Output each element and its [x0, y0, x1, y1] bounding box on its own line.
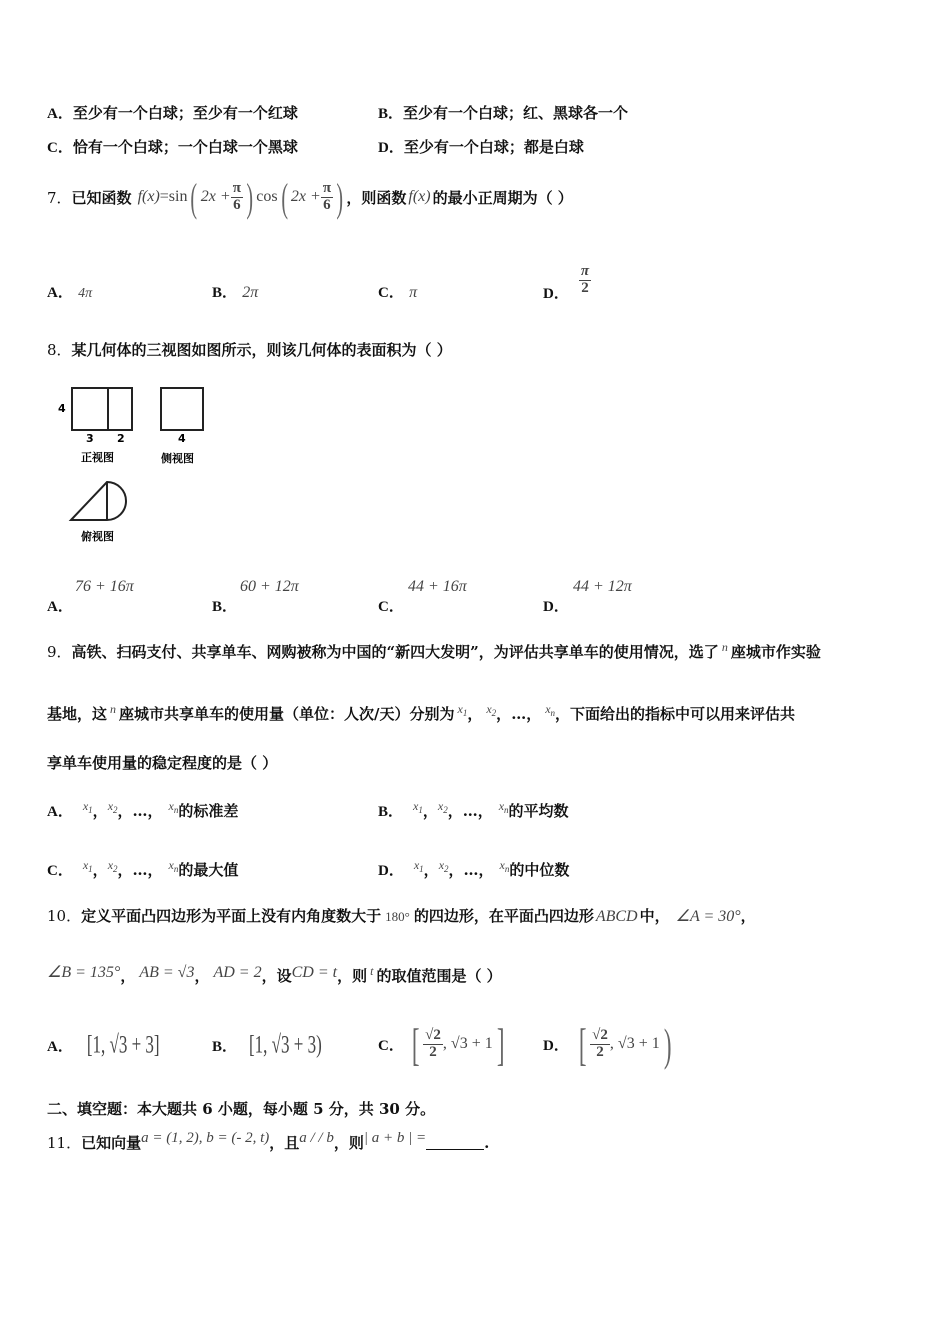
question-number: 9．	[47, 643, 72, 661]
denominator: 6	[323, 196, 331, 213]
dim-height: 4	[58, 402, 66, 415]
variable-x1	[414, 858, 424, 872]
subscript: 1	[88, 864, 93, 874]
denominator: 6	[233, 196, 241, 213]
x: x	[457, 702, 463, 716]
q9-option-b	[378, 799, 569, 821]
option-value: 2π	[242, 284, 259, 301]
option-value: 44 + 16π	[408, 578, 467, 595]
denominator: 2	[581, 280, 589, 296]
fraction-sqrt2-2	[590, 1028, 610, 1061]
option-text: 的平均数	[508, 802, 569, 820]
quad-abcd: ABCD	[595, 908, 638, 925]
degree-180: 180°	[385, 909, 410, 924]
variable-x1	[458, 702, 468, 716]
front-view-label: 正视图	[81, 451, 114, 464]
separator: ，	[447, 802, 463, 820]
three-view-figure	[55, 382, 225, 552]
separator: ，	[467, 705, 483, 723]
q9-line-3	[47, 752, 277, 773]
question-text: 定义平面凸四边形为平面上没有内角度数大于	[81, 907, 382, 925]
option-letter: C．	[378, 285, 404, 301]
right-bracket: ]	[496, 1018, 505, 1070]
separator: ，	[194, 967, 210, 985]
numerator: π	[580, 263, 590, 280]
fraction-pi-6	[321, 181, 333, 214]
magnitude: | a + b | =	[363, 1130, 427, 1146]
variable-n: n	[721, 640, 728, 654]
option-letter: A．	[47, 599, 73, 615]
option-letter: D．	[378, 140, 404, 156]
answer-blank[interactable]	[426, 1149, 484, 1150]
option-letter: C．	[47, 863, 73, 879]
separator: ，	[422, 802, 438, 820]
function-name: f(x)	[137, 188, 160, 205]
option-value: [1, √3 + 3)	[249, 1030, 322, 1059]
q10-option-a	[47, 1020, 160, 1070]
option-value: 60 + 12π	[240, 578, 299, 595]
q10-option-d	[543, 1014, 675, 1074]
right-paren: )	[336, 174, 344, 220]
x: x	[413, 858, 420, 872]
q10-line-1	[47, 905, 756, 926]
option-letter: B．	[212, 599, 238, 615]
x: x	[499, 858, 505, 872]
option-text: 的中位数	[509, 861, 570, 879]
x: x	[82, 799, 89, 813]
q9-option-c	[47, 858, 238, 880]
option-text: 至少有一个白球；红、黑球各一个	[403, 104, 629, 122]
denominator: 2	[596, 1043, 604, 1060]
q9-option-a	[47, 799, 238, 821]
option-letter: C．	[378, 1037, 404, 1054]
question-text: ，则	[337, 967, 368, 985]
question-text: 的取值范围是（ ）	[376, 967, 502, 985]
option-letter: B．	[378, 804, 404, 820]
side-ad: AD = 2	[213, 964, 262, 981]
question-text: ，设	[261, 967, 292, 985]
question-text: 基地，这	[47, 705, 108, 723]
q7-option-b	[212, 281, 258, 302]
fraction-pi-6	[231, 181, 243, 214]
option-letter: D．	[543, 1037, 569, 1054]
option-value-rest: , √3 + 1	[609, 1035, 660, 1052]
question-text: ，则函数	[346, 188, 407, 207]
question-text: 某几何体的三视图如图所示，则该几何体的表面积为（ ）	[71, 341, 452, 359]
ellipsis: …，	[462, 802, 493, 820]
vectors: a = (1, 2), b = (- 2, t)	[141, 1130, 270, 1146]
variable-t: t	[370, 964, 374, 978]
q7-stem	[47, 172, 573, 222]
q10-option-b	[212, 1020, 322, 1070]
top-view-shape	[71, 482, 126, 520]
question-text: 已知函数	[71, 188, 132, 207]
question-end: .	[484, 1134, 490, 1152]
section-2-title: 二、填空题：本大题共 6 小题，每小题 5 分，共 30 分。	[47, 1100, 436, 1118]
x: x	[107, 858, 114, 872]
subscript: 2	[113, 864, 118, 874]
argument-1: 2x +	[200, 188, 231, 205]
option-value: π	[409, 284, 418, 301]
numerator: π	[322, 179, 332, 196]
q7-option-c	[378, 281, 417, 302]
top-view-label: 俯视图	[81, 530, 114, 543]
q9-line-1	[47, 640, 821, 662]
denominator: 2	[429, 1043, 437, 1060]
variable-x2	[108, 858, 118, 872]
side-view-rect	[161, 388, 203, 430]
dim-side: 4	[178, 432, 186, 445]
q8-stem	[47, 339, 452, 360]
question-text: ，则	[333, 1134, 364, 1152]
subscript: 1	[88, 805, 93, 815]
question-text: 享单车使用量的稳定程度的是（ ）	[47, 754, 278, 772]
variable-x2	[486, 702, 496, 716]
numerator: √2	[592, 1026, 608, 1043]
option-letter: A．	[47, 285, 73, 301]
option-value: [1, √3 + 3]	[86, 1030, 160, 1059]
option-value: 76 + 16π	[75, 578, 134, 595]
question-text: 座城市作实验	[730, 643, 821, 661]
ellipsis: …，	[511, 705, 542, 723]
variable-x2	[439, 858, 449, 872]
subscript: 2	[443, 805, 448, 815]
x: x	[486, 702, 492, 716]
subscript: 1	[418, 805, 423, 815]
option-letter: D．	[378, 863, 404, 879]
q10-option-c	[378, 1014, 508, 1074]
question-text: 的最小正周期为（ ）	[432, 188, 573, 207]
subscript: n	[173, 864, 179, 874]
right-paren: )	[663, 1018, 672, 1070]
variable-xn	[499, 799, 509, 813]
separator: ，	[117, 802, 133, 820]
separator: ，	[92, 861, 108, 879]
option-value: 44 + 12π	[573, 578, 632, 595]
subscript: n	[173, 805, 179, 815]
option-letter: B．	[378, 106, 404, 122]
subscript: 1	[419, 864, 424, 874]
option-value: 4π	[78, 286, 93, 301]
variable-xn	[545, 702, 555, 716]
separator: ，	[120, 967, 136, 985]
x: x	[168, 799, 174, 813]
sin-label: =sin	[159, 188, 188, 205]
x: x	[82, 858, 89, 872]
question-text: ，	[740, 907, 756, 925]
option-letter: A．	[47, 106, 73, 122]
variable-xn	[500, 858, 510, 872]
subscript: n	[504, 864, 510, 874]
cos-label: cos	[256, 188, 278, 205]
function-name: f(x)	[408, 188, 431, 205]
x: x	[107, 799, 114, 813]
subscript: 2	[444, 864, 449, 874]
subscript: 2	[113, 805, 118, 815]
side-ab: AB = √3	[139, 964, 195, 981]
q7-option-a	[47, 281, 92, 302]
option-text: 至少有一个白球；至少有一个红球	[72, 104, 298, 122]
q6-option-a	[47, 102, 298, 123]
question-text: 高铁、扫码支付、共享单车、网购被称为中国的“新四大发明”，为评估共享单车的使用情况，选了	[71, 643, 719, 661]
option-text: 的标准差	[178, 802, 239, 820]
side-view-label: 侧视图	[161, 452, 194, 465]
option-value-rest: , √3 + 1	[442, 1035, 493, 1052]
option-letter: A．	[47, 804, 73, 820]
variable-x2	[438, 799, 448, 813]
variable-n: n	[110, 702, 117, 716]
x: x	[545, 702, 551, 716]
left-paren: (	[280, 174, 288, 220]
fraction-pi-2	[579, 264, 591, 297]
option-letter: D．	[543, 599, 569, 615]
option-text: 至少有一个白球；都是白球	[403, 138, 584, 156]
side-cd: CD = t	[291, 964, 338, 981]
question-number: 10．	[47, 907, 82, 925]
option-text: 的最大值	[178, 861, 239, 879]
question-text: 的四边形，在平面凸四边形	[413, 907, 594, 925]
left-bracket: [	[578, 1018, 587, 1070]
right-paren: )	[246, 174, 253, 220]
q9-line-2	[47, 702, 795, 724]
q11-stem	[47, 1130, 489, 1153]
subscript: n	[550, 708, 556, 718]
variable-x1	[413, 799, 423, 813]
subscript: n	[504, 805, 509, 815]
subscript: 2	[491, 708, 497, 718]
x: x	[413, 799, 419, 813]
dim-right: 2	[117, 432, 125, 445]
front-view-rect	[72, 388, 132, 430]
q7-option-d	[543, 258, 591, 303]
numerator: π	[232, 179, 241, 196]
q6-option-c	[47, 136, 298, 157]
option-letter: A．	[47, 1038, 73, 1055]
option-letter: B．	[212, 1038, 238, 1055]
separator: ，	[117, 861, 133, 879]
option-letter: D．	[543, 286, 569, 302]
x: x	[168, 858, 174, 872]
question-text: ，且	[269, 1134, 300, 1152]
q10-line-2	[47, 962, 502, 986]
angle-b: ∠B = 135°	[47, 964, 121, 981]
q9-option-d	[378, 858, 569, 880]
option-letter: B．	[212, 285, 238, 301]
left-bracket: [	[411, 1018, 420, 1070]
x: x	[437, 799, 444, 813]
separator: ，	[448, 861, 464, 879]
parallel-condition: a / / b	[299, 1130, 334, 1146]
option-letter: C．	[47, 140, 73, 156]
question-text: 中，	[639, 907, 670, 925]
q6-option-b	[378, 102, 628, 123]
subscript: 1	[462, 708, 468, 718]
ellipsis: …，	[463, 861, 494, 879]
variable-xn	[169, 858, 179, 872]
dim-left: 3	[86, 432, 94, 445]
question-number: 11．	[47, 1134, 82, 1152]
fraction-sqrt2-2	[423, 1028, 443, 1061]
variable-xn	[169, 799, 179, 813]
q6-option-d	[378, 136, 584, 157]
separator: ，	[496, 705, 512, 723]
question-number: 7．	[47, 188, 72, 207]
question-text: 座城市共享单车的使用量（单位：人次/天）分别为	[119, 705, 455, 723]
x: x	[438, 858, 445, 872]
variable-x1	[83, 799, 93, 813]
ellipsis: …，	[132, 861, 163, 879]
variable-x2	[108, 799, 118, 813]
numerator: √2	[425, 1026, 441, 1043]
x: x	[498, 799, 505, 813]
ellipsis: …，	[132, 802, 163, 820]
left-paren: (	[190, 174, 198, 220]
question-text: ，下面给出的指标中可以用来评估共	[555, 705, 796, 723]
separator: ，	[92, 802, 108, 820]
separator: ，	[423, 861, 439, 879]
question-number: 8．	[47, 341, 72, 359]
option-letter: C．	[378, 599, 404, 615]
argument-2: 2x +	[290, 188, 321, 205]
question-text: 已知向量	[81, 1134, 142, 1152]
variable-x1	[83, 858, 93, 872]
angle-a: ∠A = 30°	[675, 908, 741, 925]
option-text: 恰有一个白球；一个白球一个黑球	[72, 138, 298, 156]
